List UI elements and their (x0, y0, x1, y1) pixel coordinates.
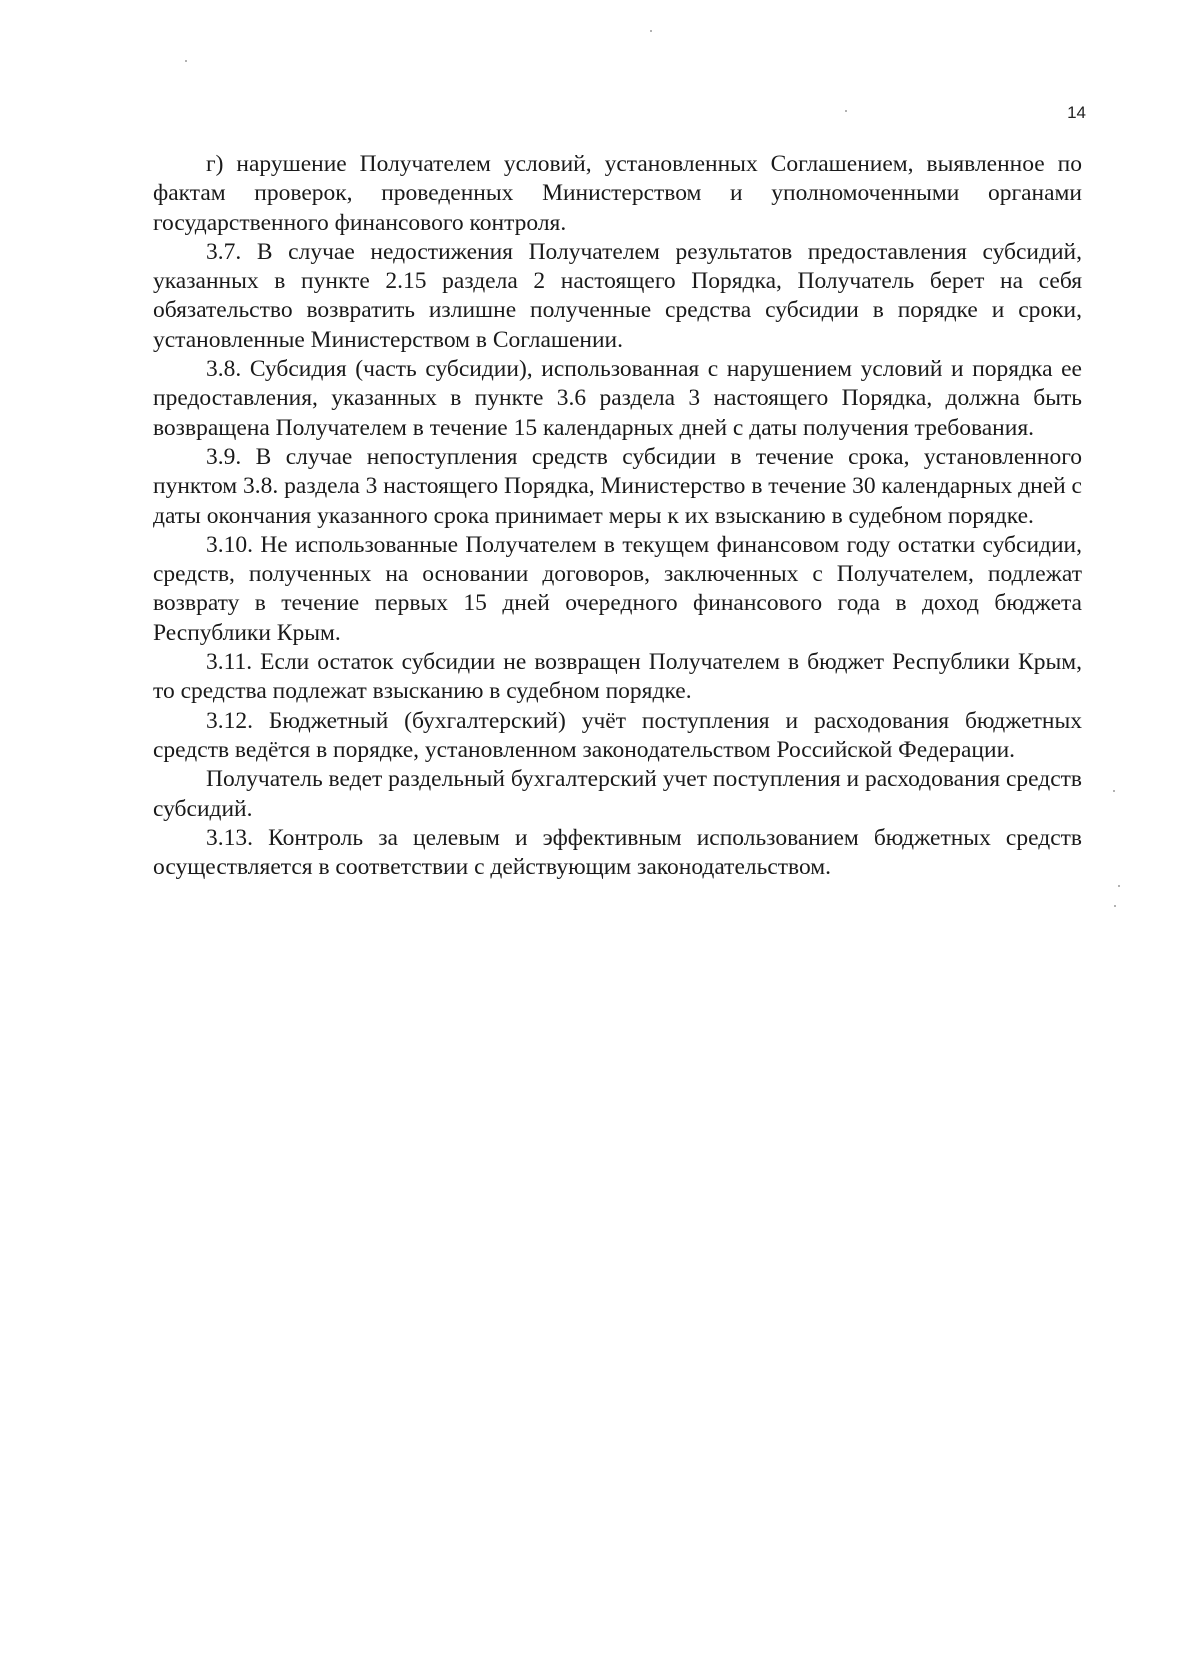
scan-speck (185, 60, 187, 62)
scan-speck (845, 110, 847, 112)
paragraph-3-7: 3.7. В случае недостижения Получателем результатов предоставления субсидий, указанных в пункте 2.15 раздела 2 настоящего Порядка, Получатель берет на себя обязательство возвратить излишне полученные средства субсидии в порядке и сроки, установленные Министерством в Соглашении. (153, 238, 1082, 353)
paragraph-3-13: 3.13. Контроль за целевым и эффективным использованием бюджетных средств осуществляется в соответствии с действующим законодательством. (153, 824, 1082, 881)
scan-speck (1118, 885, 1120, 887)
paragraph-3-6-g: г) нарушение Получателем условий, установленных Соглашением, выявленное по фактам проверок, проведенных Министерством и уполномоченными органами государственного финансового контроля. (153, 151, 1082, 236)
paragraph-3-12-accounting: Получатель ведет раздельный бухгалтерский учет поступления и расходования средств субсидий. (153, 766, 1082, 822)
paragraph-3-9: 3.9. В случае непоступления средств субсидии в течение срока, установленного пунктом 3.8. раздела 3 настоящего Порядка, Министерство в течение 30 календарных дней с даты окончания указанного срока принимает меры к их взысканию в судебном порядке. (153, 443, 1082, 529)
paragraph-3-10: 3.10. Не использованные Получателем в текущем финансовом году остатки субсидии, средств, полученных на основании договоров, заключенных с Получателем, подлежат возврату в течение первых 15 дней очередного финансового года в доход бюджета Республики Крым. (153, 531, 1082, 646)
paragraph-3-12: 3.12. Бюджетный (бухгалтерский) учёт поступления и расходования бюджетных средств ведётся в порядке, установленном законодательством Российской Федерации. (153, 707, 1082, 763)
scan-speck (1113, 790, 1115, 792)
page-number: 14 (1067, 103, 1086, 122)
paragraph-3-11: 3.11. Если остаток субсидии не возвращен Получателем в бюджет Республики Крым, то средства подлежат взысканию в судебном порядке. (153, 649, 1082, 705)
paragraph-3-8: 3.8. Субсидия (часть субсидии), использованная с нарушением условий и порядка ее предоставления, указанных в пункте 3.6 раздела 3 настоящего Порядка, должна быть возвращена Получателем в течение 15 календарных дней с даты получения требования. (153, 356, 1082, 441)
document-body (153, 150, 1082, 882)
scan-speck (650, 30, 652, 32)
scan-speck (1114, 905, 1116, 907)
